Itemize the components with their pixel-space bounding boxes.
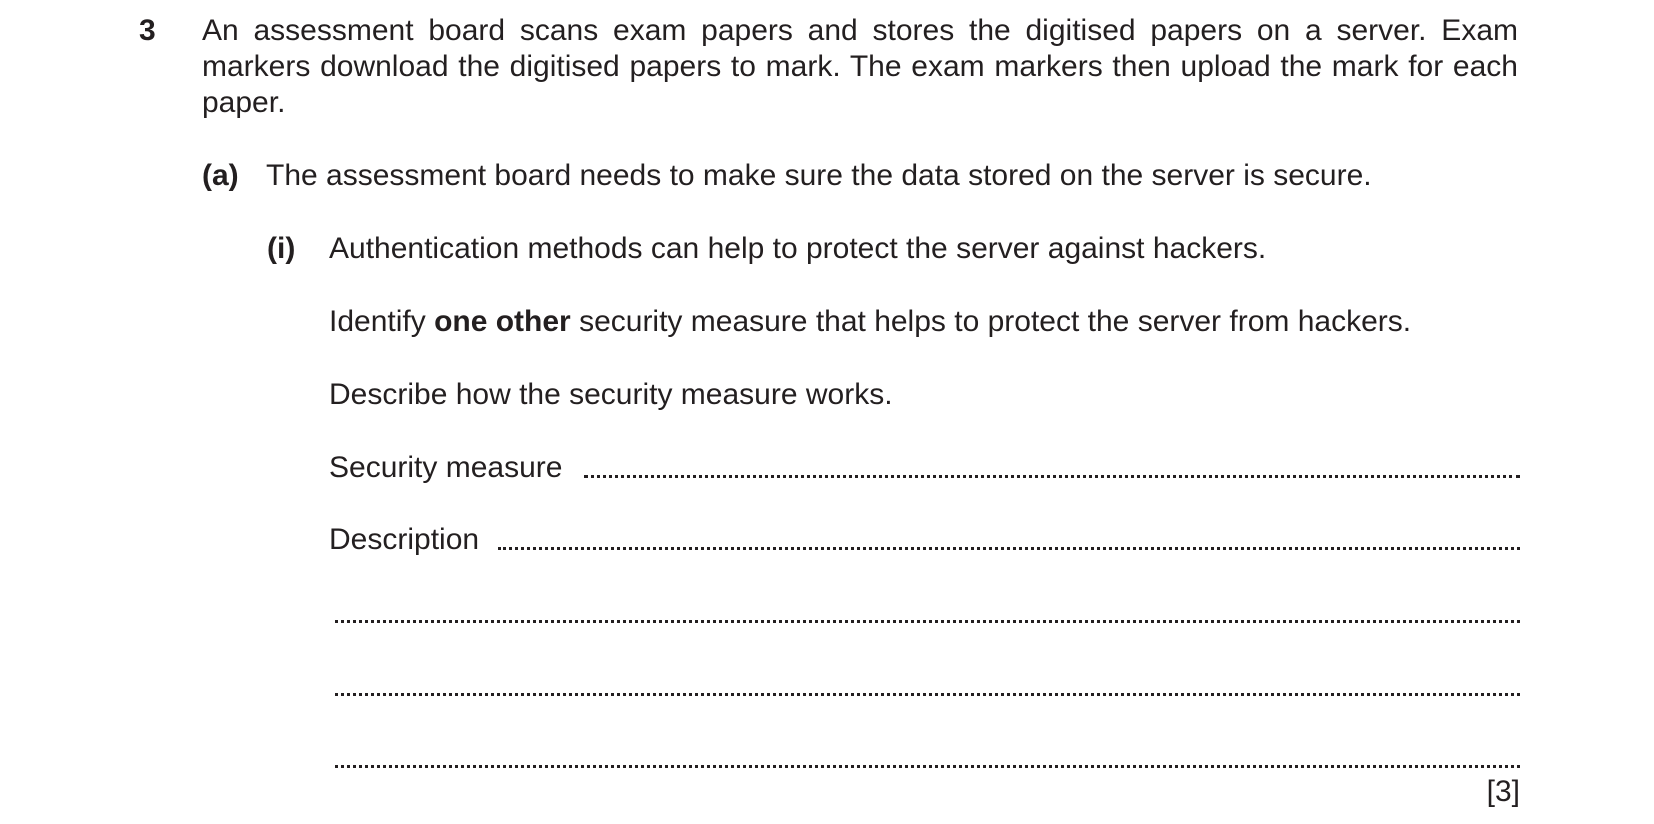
instruction-identify [329,305,1411,339]
description-answer-line[interactable] [335,693,1520,696]
description-answer-line[interactable] [498,547,1520,550]
part-i-text: Authentication methods can help to protect the server against hackers. [329,232,1267,265]
description-answer-line[interactable] [335,765,1520,768]
question-number: 3 [139,14,156,47]
part-a-label: (a) [202,159,239,192]
instruction-describe: Describe how the security measure works. [329,378,893,411]
description-answer-line[interactable] [335,620,1520,623]
instruction-emphasis: one other [434,305,571,338]
part-i-label: (i) [267,232,296,265]
part-a-text: The assessment board needs to make sure the data stored on the server is secure. [266,159,1372,192]
security-measure-answer-line[interactable] [584,475,1520,478]
instruction-prefix: Identify [329,305,435,338]
marks-allocation: [3] [1486,775,1520,808]
question-intro: An assessment board scans exam papers and stores the digitised papers on a server. Exam markers download the digitised papers to mark. The exam markers then upload the mark for each paper. [202,14,1518,119]
security-measure-label: Security measure [329,451,563,484]
instruction-suffix: security measure that helps to protect the server from hackers. [570,305,1412,338]
description-label: Description [329,523,480,556]
